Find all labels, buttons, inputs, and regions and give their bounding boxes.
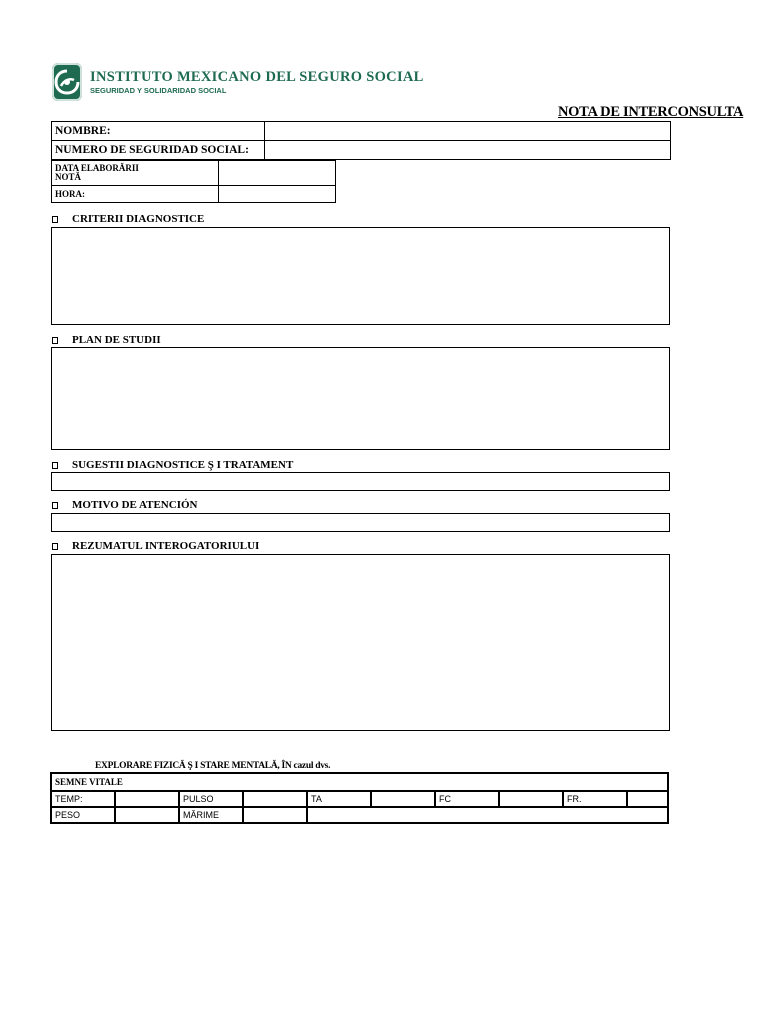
imss-emblem-icon — [52, 63, 82, 101]
temp-label: TEMP: — [51, 791, 115, 807]
checkbox-bullet-icon — [52, 337, 58, 344]
fc-label: FC — [435, 791, 499, 807]
pulse-label: PULSO — [179, 791, 243, 807]
fc-field[interactable] — [499, 791, 563, 807]
date-field[interactable] — [219, 161, 336, 186]
summary-textarea[interactable] — [51, 554, 670, 731]
institution-name: INSTITUTO MEXICANO DEL SEGURO SOCIAL — [90, 68, 424, 85]
nss-field[interactable] — [265, 141, 671, 160]
reason-heading — [52, 499, 197, 511]
vital-signs-table — [50, 772, 669, 824]
document-title: NOTA DE INTERCONSULTA — [558, 104, 744, 120]
suggestions-field[interactable] — [51, 472, 670, 491]
criteria-label: CRITERII DIAGNOSTICE — [72, 213, 205, 225]
summary-heading — [52, 540, 259, 552]
ta-label: TA — [307, 791, 371, 807]
vitals-title: SEMNE VITALE — [51, 773, 668, 791]
study-plan-textarea[interactable] — [51, 347, 670, 450]
study-plan-heading — [52, 334, 161, 346]
checkbox-bullet-icon — [52, 462, 58, 469]
ta-field[interactable] — [371, 791, 435, 807]
patient-info-table — [51, 121, 671, 160]
weight-field[interactable] — [115, 807, 179, 823]
date-label-line1: DATA ELABORĂRII — [55, 163, 139, 173]
name-row — [52, 122, 671, 141]
reason-field[interactable] — [51, 513, 670, 532]
date-label — [52, 161, 219, 186]
imss-logo — [52, 58, 424, 106]
pulse-field[interactable] — [243, 791, 307, 807]
study-plan-label: PLAN DE STUDII — [72, 334, 161, 346]
vitals-row-1 — [51, 791, 668, 807]
size-field[interactable] — [243, 807, 307, 823]
fr-label: FR. — [563, 791, 627, 807]
time-field[interactable] — [219, 186, 336, 203]
fr-field[interactable] — [627, 791, 668, 807]
weight-label: PESO — [51, 807, 115, 823]
date-label-line2: NOTĂ — [55, 172, 82, 182]
suggestions-label: SUGESTII DIAGNOSTICE Ş I TRATAMENT — [72, 459, 294, 471]
size-label: MĂRIME — [179, 807, 243, 823]
checkbox-bullet-icon — [52, 502, 58, 509]
reason-label: MOTIVO DE ATENCIÓN — [72, 499, 198, 511]
name-label: NOMBRE: — [52, 122, 265, 141]
nss-row — [52, 141, 671, 160]
vitals-row-2 — [51, 807, 668, 823]
summary-label: REZUMATUL INTEROGATORIULUI — [72, 540, 260, 552]
checkbox-bullet-icon — [52, 543, 58, 550]
temp-field[interactable] — [115, 791, 179, 807]
note-meta-table — [51, 160, 336, 203]
criteria-textarea[interactable] — [51, 227, 670, 325]
time-label: HORA: — [52, 186, 219, 203]
criteria-heading — [52, 213, 204, 225]
nss-label: NUMERO DE SEGURIDAD SOCIAL: — [52, 141, 265, 160]
vitals-extra-field[interactable] — [307, 807, 668, 823]
vitals-title-row — [51, 773, 668, 791]
name-field[interactable] — [265, 122, 671, 141]
institution-motto: SEGURIDAD Y SOLIDARIDAD SOCIAL — [90, 86, 227, 95]
checkbox-bullet-icon — [52, 216, 58, 223]
suggestions-heading — [52, 459, 293, 471]
date-row — [52, 161, 336, 186]
exam-heading: EXPLORARE FIZICĂ Ş I STARE MENTALĂ, ÎN cazul dvs. — [95, 761, 331, 771]
time-row — [52, 186, 336, 203]
